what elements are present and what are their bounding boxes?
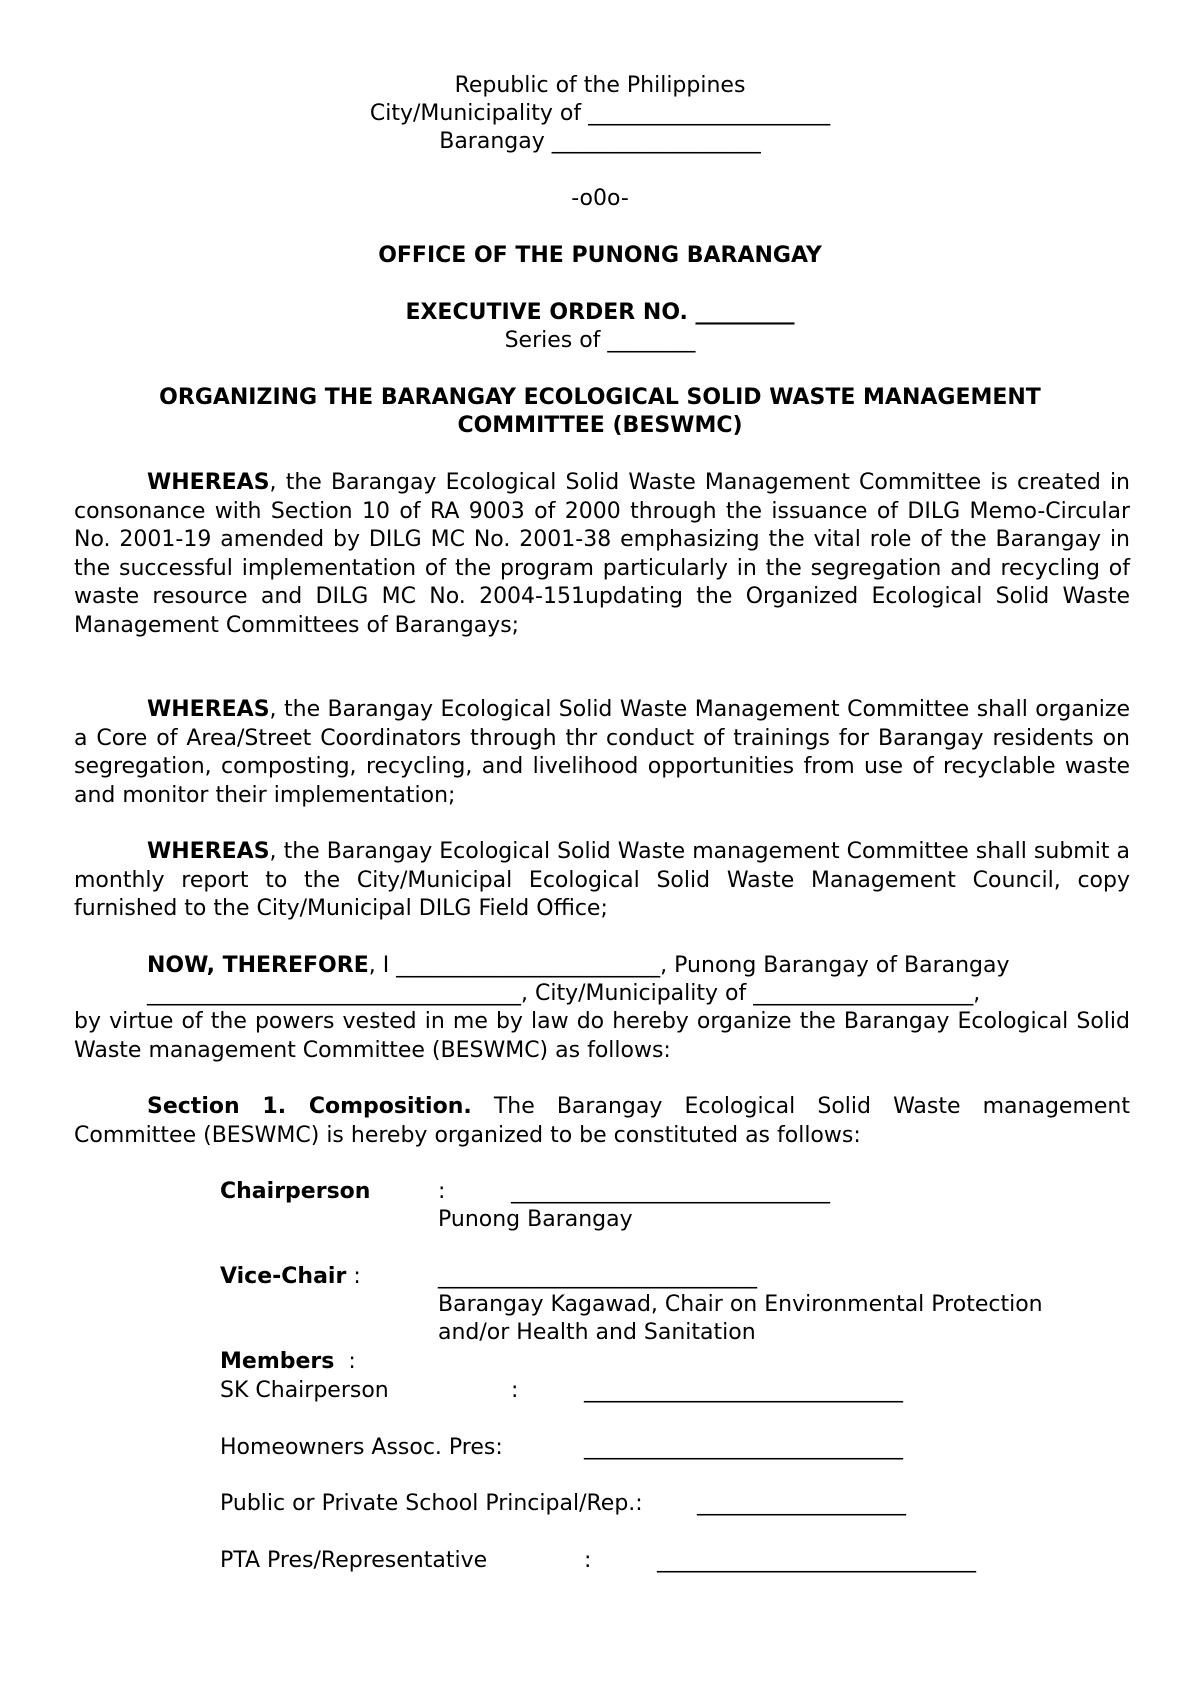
barangay-line: Barangay ___________________ [439,129,761,154]
now-therefore-line-2: __________________________________, City/Municipality of ____________________, [147,981,981,1006]
section-1-text: The Barangay Ecological Solid Waste management Committee (BESWMC) is hereby organized to be constituted as follows: [74,1094,1130,1148]
chairperson-label: Chairperson [220,1179,371,1204]
members-label: Members [220,1349,335,1374]
executive-order-number: EXECUTIVE ORDER NO. _________ [405,300,795,325]
whereas-text: , the Barangay Ecological Solid Waste management Committee shall submit a monthly report to the City/Municipal Ecological Solid Waste Management Council, copy furnished to the City/Municipal DILG Field Office; [74,839,1130,921]
member-school-principal-line: ___________________ [697,1491,906,1516]
whereas-lead: WHEREAS [147,470,270,495]
whereas-text: , the Barangay Ecological Solid Waste Management Committee is created in consonance with Section 10 of RA 9003 of 2000 through the issuance of DILG Memo-Circular No. 2001-19 amended by DILG MC No. 2001-38 emphasizing the vital role of the Barangay in the successful implementation of the program particularly in the segregation and recycling of waste resource and DILG MC No. 2004-151updating the Organized Ecological Solid Waste Management Committees of Barangays; [74,470,1130,638]
republic-line: Republic of the Philippines [454,73,746,98]
now-therefore-line-1-text: , I ________________________, Punong Barangay of Barangay [368,953,1010,978]
members-row [220,1348,356,1376]
now-therefore-lead: NOW, THEREFORE [147,953,369,978]
now-therefore-body: by virtue of the powers vested in me by law do hereby organize the Barangay Ecological Solid Waste management Committee (BESWMC) as follows: [74,1009,1130,1063]
whereas-lead: WHEREAS [147,839,270,864]
section-1-lead: Section 1. Composition. [147,1094,472,1119]
chairperson-signature-line: _____________________________ [511,1179,830,1204]
member-sk-chairperson-colon: : [511,1378,519,1403]
chairperson-colon: : [438,1179,446,1204]
vice-chair-row [220,1263,361,1291]
member-pta-label: PTA Pres/Representative [220,1548,488,1573]
vice-chair-signature-line: _____________________________ [438,1264,757,1289]
order-title-line-2: COMMITTEE (BESWMC) [457,413,743,438]
order-title-line-1: ORGANIZING THE BARANGAY ECOLOGICAL SOLID WASTE MANAGEMENT [159,385,1041,410]
now-therefore-line-1 [147,952,1010,980]
city-line: City/Municipality of ______________________ [369,101,831,126]
whereas-clause-3 [74,838,1130,924]
member-pta-line: _____________________________ [657,1548,976,1573]
series-line: Series of ________ [504,328,696,353]
chairperson-role: Punong Barangay [438,1207,633,1232]
vice-chair-colon: : [346,1264,361,1289]
whereas-lead: WHEREAS [147,697,270,722]
whereas-clause-1 [74,469,1130,640]
member-school-principal-label: Public or Private School Principal/Rep.: [220,1491,643,1516]
office-heading: OFFICE OF THE PUNONG BARANGAY [378,243,822,268]
member-pta-colon: : [584,1548,592,1573]
members-colon: : [334,1349,356,1374]
vice-chair-role-line-1: Barangay Kagawad, Chair on Environmental Protection [438,1292,1043,1317]
section-1-composition [74,1093,1130,1150]
vice-chair-label: Vice-Chair [220,1264,347,1289]
whereas-text: , the Barangay Ecological Solid Waste Management Committee shall organize a Core of Area/Street Coordinators through thr conduct of trainings for Barangay residents on segregation, composting, recycling, and livelihood opportunities from use of recyclable waste and monitor their implementation; [74,697,1130,808]
divider-mark: -o0o- [571,186,629,211]
member-homeowners-line: _____________________________ [584,1435,903,1460]
whereas-clause-2 [74,696,1130,810]
member-homeowners-label: Homeowners Assoc. Pres: [220,1435,503,1460]
vice-chair-role-line-2: and/or Health and Sanitation [438,1320,756,1345]
member-sk-chairperson-line: _____________________________ [584,1378,903,1403]
member-sk-chairperson-label: SK Chairperson [220,1378,389,1403]
